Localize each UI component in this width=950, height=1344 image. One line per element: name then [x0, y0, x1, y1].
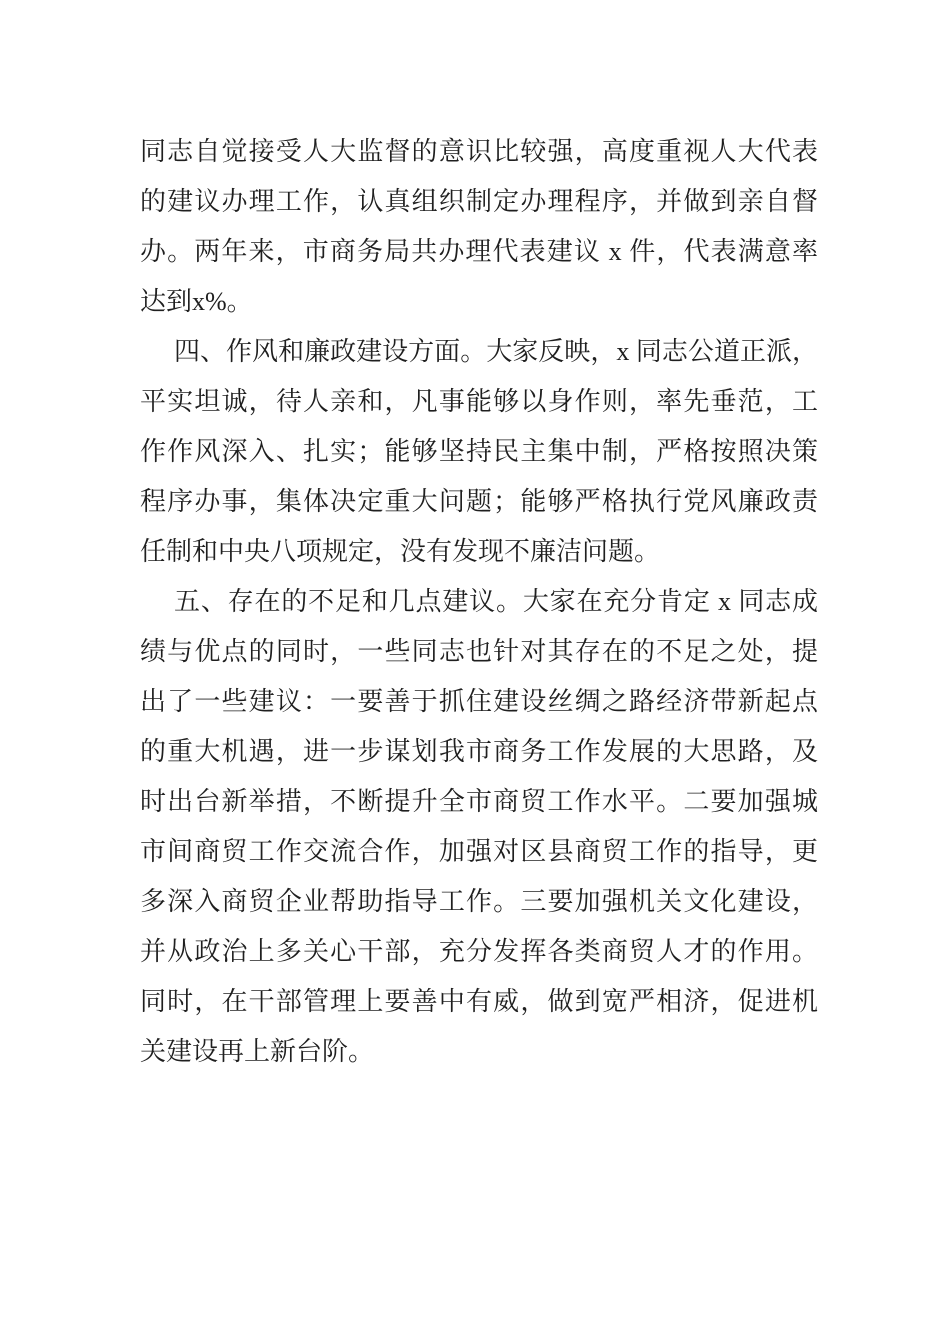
text-line: 作作风深入、扎实；能够坚持民主集中制，严格按照决策: [140, 437, 818, 466]
text-line: 时出台新举措，不断提升全市商贸工作水平。二要加强城: [140, 787, 818, 816]
text-line: 同志自觉接受人大监督的意识比较强，高度重视人大代表: [140, 137, 818, 166]
text-line: 的建议办理工作，认真组织制定办理程序，并做到亲自督: [140, 187, 818, 216]
text-line: 的重大机遇，进一步谋划我市商务工作发展的大思路，及: [140, 737, 818, 766]
text-line: 同时，在干部管理上要善中有威，做到宽严相济，促进机: [140, 987, 818, 1016]
text-line: 出了一些建议：一要善于抓住建设丝绸之路经济带新起点: [140, 687, 818, 716]
text-line: 多深入商贸企业帮助指导工作。三要加强机关文化建设，: [140, 887, 818, 916]
text-line: 程序办事，集体决定重大问题；能够严格执行党风廉政责: [140, 487, 818, 516]
text-line: 办。两年来，市商务局共办理代表建议 x 件，代表满意率: [140, 237, 818, 266]
text-line: 四、作风和廉政建设方面。大家反映，x 同志公道正派，: [174, 337, 818, 366]
text-line: 任制和中央八项规定，没有发现不廉洁问题。: [140, 537, 661, 566]
paragraph-section-4-work-style: [140, 327, 818, 577]
text-line: 达到x%。: [140, 287, 253, 316]
paragraph-section-5-suggestions: [140, 577, 818, 1077]
text-line: 绩与优点的同时，一些同志也针对其存在的不足之处，提: [140, 637, 818, 666]
paragraph-continuation-renda-supervision: [140, 127, 818, 327]
text-line: 五、存在的不足和几点建议。大家在充分肯定 x 同志成: [174, 587, 818, 616]
text-line: 并从政治上多关心干部，充分发挥各类商贸人才的作用。: [140, 937, 818, 966]
document-text-block: [140, 127, 818, 1077]
text-line: 市间商贸工作交流合作，加强对区县商贸工作的指导，更: [140, 837, 818, 866]
text-line: 关建设再上新台阶。: [140, 1037, 375, 1066]
text-line: 平实坦诚，待人亲和，凡事能够以身作则，率先垂范，工: [140, 387, 818, 416]
